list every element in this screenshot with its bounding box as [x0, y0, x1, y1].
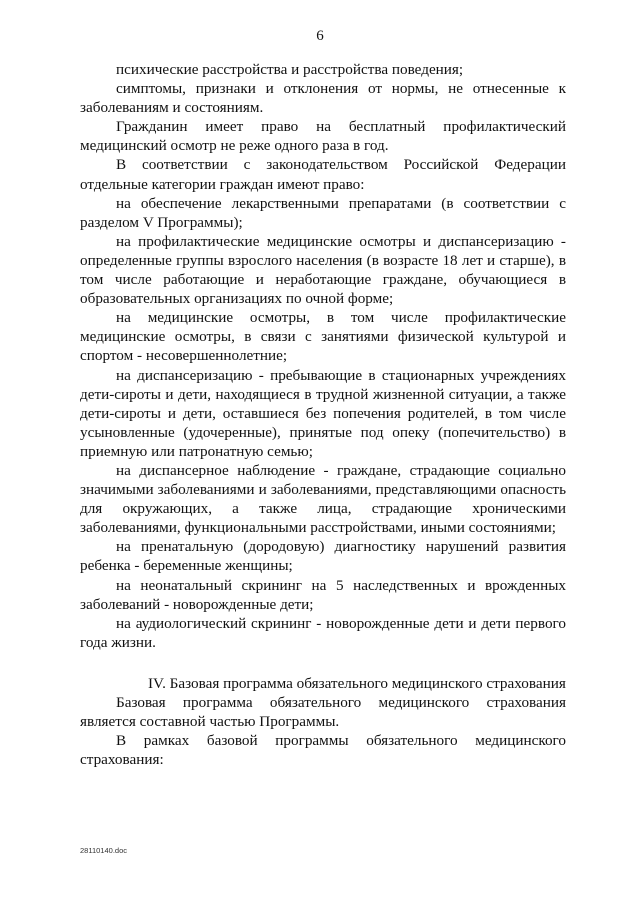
paragraph: на неонатальный скрининг на 5 наследственных и врожденных заболеваний - новорожденные дети; [80, 576, 566, 613]
paragraph: В рамках базовой программы обязательного медицинского страхования: [80, 732, 566, 769]
paragraph: Базовая программа обязательного медицинского страхования является составной частью Программы. [80, 694, 566, 731]
paragraph: на диспансерное наблюдение - граждане, страдающие социально значимыми заболеваниями и заболеваниями, представляющими опасность для окружающих, а также лица, страдающие хроническими заболеваниями, функциональными расстройствами, иными состояниями; [80, 461, 566, 537]
footer-filename: 28110140.doc [80, 846, 127, 855]
paragraph: на медицинские осмотры, в том числе профилактические медицинские осмотры, в связи с занятиями физической культурой и спортом - несовершеннолетние; [80, 309, 566, 365]
paragraph: на профилактические медицинские осмотры и диспансеризацию - определенные группы взрослого населения (в возрасте 18 лет и старше), в том числе работающие и неработающие граждане, обучающиеся в образовательных организациях по очной форме; [80, 232, 566, 308]
section-heading: IV. Базовая программа обязательного медицинского страхования [148, 674, 566, 692]
paragraph: на диспансеризацию - пребывающие в стационарных учреждениях дети-сироты и дети, находящиеся в трудной жизненной ситуации, а также дети-сироты и дети, оставшиеся без попечения родителей, в том числе усыновленные (удочеренные), принятые под опеку (попечительство) в приемную или патронатную семью; [80, 366, 566, 460]
paragraph: психические расстройства и расстройства поведения; [116, 61, 464, 78]
document-body [80, 60, 566, 769]
page-number: 6 [316, 28, 324, 44]
paragraph: на пренатальную (дородовую) диагностику нарушений развития ребенка - беременные женщины; [80, 538, 566, 575]
paragraph: на обеспечение лекарственными препаратами (в соответствии с разделом V Программы); [80, 194, 566, 231]
paragraph: на аудиологический скрининг - новорожденные дети и дети первого года жизни. [80, 614, 566, 651]
paragraph: В соответствии с законодательством Российской Федерации отдельные категории граждан имеют право: [80, 156, 566, 193]
paragraph: симптомы, признаки и отклонения от нормы, не отнесенные к заболеваниям и состояниям. [80, 80, 566, 117]
paragraph: Гражданин имеет право на бесплатный профилактический медицинский осмотр не реже одного раза в год. [80, 118, 566, 155]
